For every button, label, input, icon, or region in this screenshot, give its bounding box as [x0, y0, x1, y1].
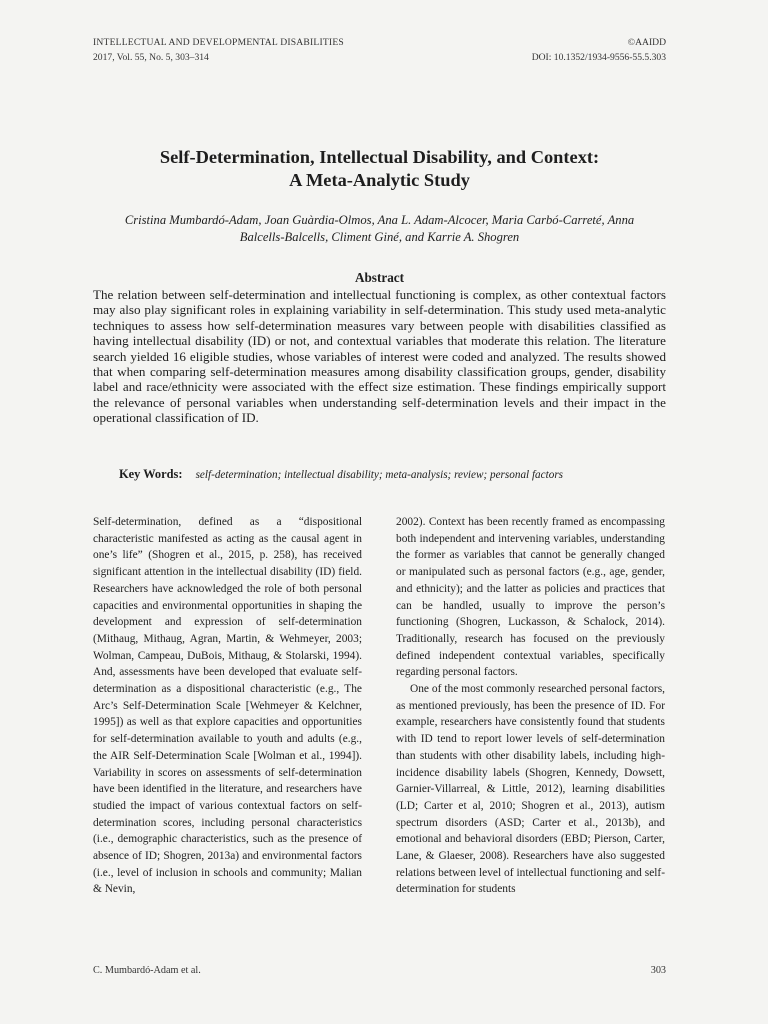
- keywords-list: self-determination; intellectual disability; meta-analysis; review; personal factors: [195, 469, 564, 481]
- journal-name: INTELLECTUAL AND DEVELOPMENTAL DISABILITIES: [93, 37, 344, 48]
- authors-line-1: Cristina Mumbardó-Adam, Joan Guàrdia-Olmos, Ana L. Adam-Alcocer, Maria Carbó-Carreté, Anna: [124, 213, 635, 227]
- body-column-left: [93, 514, 362, 898]
- authors-line-2: Balcells-Balcells, Climent Giné, and Karrie A. Shogren: [239, 230, 520, 244]
- copyright-notice: ©AAIDD: [627, 37, 666, 48]
- running-header: [93, 35, 666, 65]
- keywords-label: Key Words:: [119, 467, 183, 481]
- abstract-text: The relation between self-determination and intellectual functioning is complex, as other contextual factors may also play significant roles in explaining variability in self-determination. This study used meta-analytic techniques to assess how self-determination measures vary between people with disabilities classified as having intellectual disability (ID) or not, and contextual variables that moderate this relation. The literature search yielded 16 eligible studies, whose variables of interest were coded and analyzed. The results showed that when comparing self-determination measures among disability classification groups, gender, disability label and race/ethnicity were associated with the effect size estimation. These findings empirically support the relevance of personal variables when understanding self-determination levels and their impact in the operational classification of ID.: [93, 287, 666, 426]
- body-paragraph: 2002). Context has been recently framed as encompassing both independent and intervening variables, understanding the former as variables that cannot be generally changed or manipulated such as personal factors (e.g., age, gender, and ethnicity); and the latter as policies and practices that can be handled, usually to improve the person’s functioning (Shogren, Luckasson, & Schalock, 2014). Traditionally, research has focused on the previously defined independent contextual variables, specifically regarding personal factors.: [396, 516, 665, 679]
- body-paragraph: One of the most commonly researched personal factors, as mentioned previously, has been the presence of ID. For example, researchers have consistently found that students with ID tend to report lower levels of self-determination than students with other disability labels, including high-incidence disability labels (Shogren, Kennedy, Dowsett, Garnier-Villarreal, & Little, 2012), learning disabilities (LD; Carter et al, 2010; Shogren et al., 2013), autism spectrum disorders (ASD; Carter et al., 2013b), and emotional and behavioral disorders (EBD; Pierson, Carter, Lane, & Glaeser, 2008). Researchers have also suggested relations between level of intellectual functioning and self-determination for students: [396, 683, 665, 896]
- volume-info: 2017, Vol. 55, No. 5, 303–314: [93, 52, 209, 63]
- abstract-heading: Abstract: [354, 270, 405, 285]
- title-line-1: Self-Determination, Intellectual Disability, and Context:: [159, 147, 600, 167]
- author-list: [93, 212, 666, 246]
- doi: DOI: 10.1352/1934-9556-55.5.303: [531, 52, 666, 63]
- body-paragraph: Self-determination, defined as a “dispositional characteristic manifested as acting as the causal agent in one’s life” (Shogren et al., 2015, p. 258), has received significant attention in the intellectual disability (ID) field. Researchers have acknowledged the role of both personal capacities and environmental opportunities in shaping the development and expression of self-determination (Mithaug, Mithaug, Agran, Martin, & Wehmeyer, 2003; Wolman, Campeau, DuBois, Mithaug, & Stolarski, 1994). And, assessments have been developed that evaluate self-determination as a dispositional characteristic (e.g., The Arc’s Self-Determination Scale [Wehmeyer & Kelchner, 1995]) as well as that explore capacities and opportunities for self-determination available to youth and adults (e.g., the AIR Self-Determination Scale [Wolman et al., 1994]). Variability in scores on assessments of self-determination have been identified in the literature, and researchers have studied the impact of various contextual factors on self-determination scores, including personal characteristics (i.e., demographic characteristics, such as the presence of absence of ID; Shogren, 2013a) and environmental factors (i.e., level of inclusion in schools and community; Malian & Nevin,: [93, 516, 362, 896]
- keywords: [119, 466, 666, 483]
- running-footer: [93, 965, 666, 976]
- article-title: [93, 146, 666, 192]
- page-number: 303: [650, 965, 666, 976]
- footer-authors: C. Mumbardó-Adam et al.: [93, 965, 201, 976]
- body-column-right: [396, 514, 665, 898]
- title-line-2: A Meta-Analytic Study: [289, 170, 470, 190]
